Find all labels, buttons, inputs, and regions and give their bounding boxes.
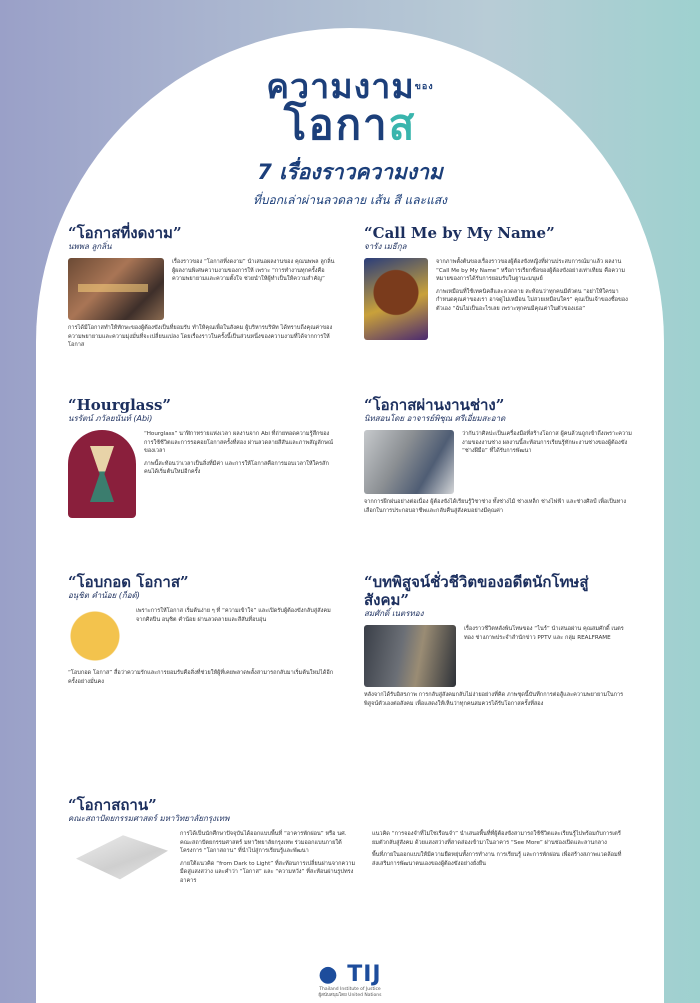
story-paragraph: “Hourglass” นาฬิกาทรายแห่งเวลา ผลงานจาก Abi ที่ถ่ายทอดความรู้สึกของการใช้ชีวิตและการรอคอยโอกาสครั้งที่สอง ผ่านลวดลายสีสันและภาพสัญลักษณ์ของเวลา (144, 431, 334, 455)
logo-small-text: ของ (414, 82, 434, 92)
workshop-photo-icon (364, 430, 454, 494)
org-tagline: ผู้สนับสนุนโดย United Nations (318, 993, 382, 998)
story-text (144, 430, 336, 518)
story-text (364, 498, 632, 515)
story-text (68, 669, 336, 686)
story-4 (364, 396, 632, 519)
story-6 (364, 573, 632, 712)
logo-bottom-accent: ส (388, 100, 417, 149)
story-paragraph: ว่ากันว่าศิลปะเป็นเครื่องมือที่สร้างโอกาส ผู้คนล้วนถูกเข้าถึงเพราะความงามของงานช่าง ผลงานนี้สะท้อนการเรียนรู้ทักษะงานช่างของผู้ต้องขัง “ช่างฝีมือ” ที่ได้รับการพัฒนา (462, 431, 632, 455)
people-photo-icon (364, 625, 456, 687)
logo-top-text: ความงาม (266, 67, 415, 107)
story-title: “โอกาสที่งดงาม” (68, 224, 182, 242)
story-3 (68, 396, 336, 518)
story-author: นรรัตน์ ภวัลยนันท์ (Abi) (68, 414, 153, 423)
story-text-right (372, 830, 622, 890)
poster-title: 7 เรื่องราวความงาม (257, 160, 443, 184)
story-paragraph: หลังจากได้รับอิสรภาพ การกลับสู่สังคมกลับไม่ง่ายอย่างที่คิด ภาพชุดนี้บันทึกการต่อสู้และความพยายามในการพิสูจน์ตัวเองต่อสังคม เพื่อแสดงให้เห็นว่าทุกคนสมควรได้รับโอกาสครั้งที่สอง (364, 692, 624, 707)
story-paragraph: พื้นที่ภายในออกแบบให้มีความยืดหยุ่นทั้งการทำงาน การเรียนรู้ และการพักผ่อน เพื่อสร้างสภาพแวดล้อมที่ส่งเสริมการพัฒนาตนเองของผู้ต้องขังอย่างยั่งยืน (372, 852, 622, 867)
tij-logo-text: TIJ (347, 962, 382, 987)
story-paragraph: การได้เป็นนักศึกษาปัจจุบันได้ออกแบบพื้นที่ “อาคารพักผ่อน” หรือ นศ. คณะสถาปัตยกรรมศาสตร์ มหาวิทยาลัยกรุงเทพ ร่วมออกแบบภายใต้โครงการ “โอกาสถาน” ที่นำไปสู่การเรียนรู้และพัฒนา (180, 831, 347, 855)
story-author: คณะสถาปัตยกรรมศาสตร์ มหาวิทยาลัยกรุงเทพ (68, 814, 230, 823)
story-7 (68, 796, 632, 890)
story-title: “Call Me by My Name” (364, 224, 555, 242)
story-paragraph: เรื่องราวของ “โอกาสที่งดงาม” นำเสนอผลงานของ คุณนพพล ลูกลิ่น ผู้ผลงานพิเศษความงามของการให้ เพราะ “การทำงานทุกครั้งคือความพยายามและความตั้งใจ ช่วยนำให้ผู้ทำเป็นให้ความสำคัญ” (172, 259, 335, 283)
story-author: อนุชิต คำน้อย (ก็อต้) (68, 591, 140, 600)
story-title: “โอบกอด โอกาส” (68, 573, 189, 591)
story-paragraph: “โอบกอด โอกาส” สื่อว่าความรักและการยอมรับคือสิ่งที่ช่วยให้ผู้ที่เคยพลาดพลั้งสามารถกลับมาเริ่มต้นใหม่ได้อีกครั้งอย่างมั่นคง (68, 670, 334, 685)
poster-sheet (36, 28, 664, 1003)
story-paragraph: จากภาพตั้งต้นของเรื่องราวของผู้ต้องขังหญิงที่ผ่านประสบการณ์มาแล้ว ผลงาน “Call Me by My Name” หรือการเรียกชื่อของผู้ต้องขังอย่างเท่าเทียม คือความหมายของการได้รับการยอมรับในฐานะมนุษย์ (436, 259, 626, 283)
poster-subtitle: ที่บอกเล่าผ่านลวดลาย เส้น สี และแสง (252, 193, 448, 207)
story-author: นิทสอนโดย อาจารย์พิชุณ ศรีเอี่ยมสะอาด (364, 414, 506, 423)
story-text (136, 607, 336, 665)
exhibition-logo (36, 67, 664, 149)
story-title: “โอกาสผ่านงานช่าง” (364, 396, 505, 414)
story-title: “บทพิสูจน์ชั่วชีวิตของอดีตนักโทษสู่สังคม” (364, 573, 589, 609)
person-icon: ● (318, 962, 339, 987)
story-paragraph: เพราะการให้โอกาส เริ่มต้นง่าย ๆ ที่ “ความเข้าใจ” และเปิดรับผู้ต้องขังกลับสู่สังคม จากศิลปิน อนุชิต คำน้อย ผ่านลวดลายและสีสันที่อบอุ่น (136, 608, 331, 623)
story-text (68, 324, 336, 350)
hug-illustration-icon (68, 607, 128, 665)
story-text (464, 625, 632, 687)
story-title: “โอกาสถาน” (68, 796, 157, 814)
logo-bottom-line (36, 100, 664, 149)
story-text-left (180, 830, 360, 890)
poster-heading (36, 156, 664, 210)
building-model-icon (68, 830, 168, 882)
logo-bottom-text: โอกา (283, 100, 389, 149)
hourglass-painting-icon (68, 430, 136, 518)
tij-mark (36, 962, 664, 987)
story-text (172, 258, 336, 320)
story-author: จารัง เมธีกุล (364, 242, 407, 251)
story-paragraph: จากการฝึกฝนอย่างต่อเนื่อง ผู้ต้องขังได้เรียนรู้วิชาช่าง ทั้งช่างไม้ ช่างเหล็ก ช่างไฟฟ้า และช่างศิลป์ เพื่อเป็นทางเลือกในการประกอบอาชีพและกลับคืนสู่สังคมอย่างมีคุณค่า (364, 499, 627, 514)
story-paragraph: ภาพนี้สะท้อนว่าเวลาเป็นสิ่งที่มีค่า และการให้โอกาสคือการมอบเวลาให้ใครสักคนได้เริ่มต้นใหม่อีกครั้ง (144, 460, 329, 476)
story-author: นพพล ลูกลิ่น (68, 242, 112, 251)
story-text (462, 430, 632, 494)
portrait-painting-icon (364, 258, 428, 340)
story-title: “Hourglass” (68, 396, 172, 414)
story-paragraph: ภาพเหมือนที่ใช้เทคนิคสีและลวดลาย สะท้อนว่าทุกคนมีตัวตน “อย่าให้ใครมากำหนดคุณค่าของเรา อาจดูไม่เหมือน ไม่สวยเหมือนใคร” คุณเป็นเจ้าของชื่อของตัวเอง “ฉันไม่เป็นอะไรเลย เพราะทุกคนมีคุณค่าในตัวของเธอ” (436, 288, 628, 312)
story-paragraph: เรื่องราวชีวิตหลังพ้นโทษของ “ไนร์” นำเสนอผ่าน คุณสมศักดิ์ เนตรทอง ช่างภาพประจำสำนักข่าว PPTV และ กลุ่ม REALFRAME (464, 626, 624, 641)
story-paragraph: ภายใต้แนวคิด “from Dark to Light” ที่สะท้อนการเปลี่ยนผ่านจากความมืดสู่แสงสว่าง และคำว่า “โอกาส” และ “ความหวัง” ที่สะท้อนผ่านรูปทรงอาคาร (180, 860, 356, 884)
org-name: Thailand Institute of Justice (319, 987, 381, 992)
story-text (436, 258, 632, 340)
story-text (364, 691, 632, 708)
story-1 (68, 224, 336, 354)
story-paragraph: แนวคิด “การจองจำที่ไม่ใช่เรือนจำ” นำเสนอพื้นที่ที่ผู้ต้องขังสามารถใช้ชีวิตและเรียนรู้ไปพร้อมกับการเตรียมตัวกลับสู่สังคม ด้วยแสงสว่างที่สาดส่องเข้ามาในอาคาร “See More” ผ่านช่องเปิดและลานกลาง (372, 831, 621, 846)
factory-photo-icon (68, 258, 164, 320)
logo-top-line (36, 67, 664, 107)
story-author: สมศักดิ์ เนตรทอง (364, 609, 424, 618)
story-paragraph: การได้มีโอกาสทำให้ทักษะของผู้ต้องขังเป็นที่ยอมรับ ทำให้คุณเพื่อในสังคม ผู้บริหารบริษัท ได้ทราบถึงคุณค่าของความพยายามและความมุ่งมั่นที่จะเปลี่ยนแปลง โดยเรื่องราวในครั้งนี้เป็นส่วนหนึ่งของความงามที่ได้จากการให้โอกาส (68, 325, 333, 349)
story-2 (364, 224, 632, 340)
story-5 (68, 573, 336, 690)
tij-logo (36, 962, 664, 999)
